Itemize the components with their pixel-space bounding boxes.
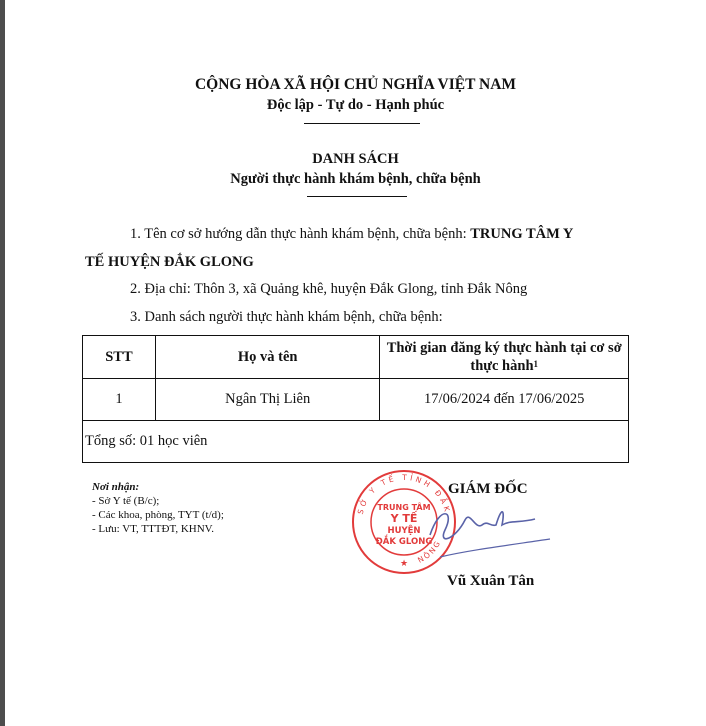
header-underline bbox=[304, 123, 420, 124]
signatory-title: GIÁM ĐỐC bbox=[448, 481, 528, 497]
recipients-heading: Nơi nhận: bbox=[92, 481, 140, 493]
document-title: DANH SÁCH bbox=[312, 151, 399, 167]
svg-text:★: ★ bbox=[399, 558, 409, 568]
recipient-line: - Sở Y tế (B/c); bbox=[92, 495, 160, 507]
header-period bbox=[380, 336, 629, 379]
svg-text:TRUNG TÂM: TRUNG TÂM bbox=[377, 503, 431, 512]
item-facility-label: 1. Tên cơ sở hướng dẫn thực hành khám bệnh, chữa bệnh: bbox=[130, 226, 471, 242]
national-motto: Độc lập - Tự do - Hạnh phúc bbox=[266, 97, 445, 113]
cell-total: Tổng số: 01 học viên bbox=[83, 421, 629, 463]
item-list-heading: 3. Danh sách người thực hành khám bệnh, chữa bệnh: bbox=[130, 309, 443, 325]
cell-name: Ngân Thị Liên bbox=[155, 379, 380, 421]
title-underline bbox=[307, 196, 407, 197]
item-address: 2. Địa chỉ: Thôn 3, xã Quảng khê, huyện Đắk Glong, tỉnh Đắk Nông bbox=[130, 281, 528, 297]
header-name: Họ và tên bbox=[155, 336, 380, 379]
signatory-name: Vũ Xuân Tân bbox=[447, 573, 535, 589]
svg-text:Y TẾ: Y TẾ bbox=[390, 512, 418, 525]
item-facility-name bbox=[130, 226, 573, 243]
svg-text:SỞ Y TẾ TỈNH ĐẮK: SỞ Y TẾ TỈNH ĐẮK bbox=[355, 472, 453, 516]
cell-period: 17/06/2024 đến 17/06/2025 bbox=[380, 379, 629, 421]
svg-text:ĐẮK GLONG: ĐẮK GLONG bbox=[375, 537, 433, 547]
recipient-line: - Các khoa, phòng, TYT (t/d); bbox=[92, 509, 224, 521]
svg-text:NÔNG: NÔNG bbox=[416, 538, 443, 565]
handwritten-signature-icon bbox=[410, 495, 560, 565]
table-header-row bbox=[83, 336, 629, 379]
practitioner-table bbox=[82, 335, 629, 463]
table-total-row bbox=[83, 421, 629, 463]
item-facility-value: TRUNG TÂM Y bbox=[470, 226, 574, 242]
header-stt: STT bbox=[83, 336, 156, 379]
recipient-line: - Lưu: VT, TTTĐT, KHNV. bbox=[92, 523, 214, 535]
footnote-marker: 1 bbox=[533, 359, 539, 369]
svg-text:HUYỆN: HUYỆN bbox=[387, 526, 421, 536]
document-page bbox=[5, 0, 706, 726]
recipients-block bbox=[92, 480, 224, 536]
header-period-text: Thời gian đăng ký thực hành tại cơ sở thực hành bbox=[386, 340, 622, 374]
national-title: CỘNG HÒA XÃ HỘI CHỦ NGHĨA VIỆT NAM bbox=[194, 76, 517, 93]
item-facility-value-continued: TẾ HUYỆN ĐẮK GLONG bbox=[85, 254, 254, 270]
table-row bbox=[83, 379, 629, 421]
cell-stt: 1 bbox=[83, 379, 156, 421]
document-subtitle: Người thực hành khám bệnh, chữa bệnh bbox=[230, 171, 481, 187]
